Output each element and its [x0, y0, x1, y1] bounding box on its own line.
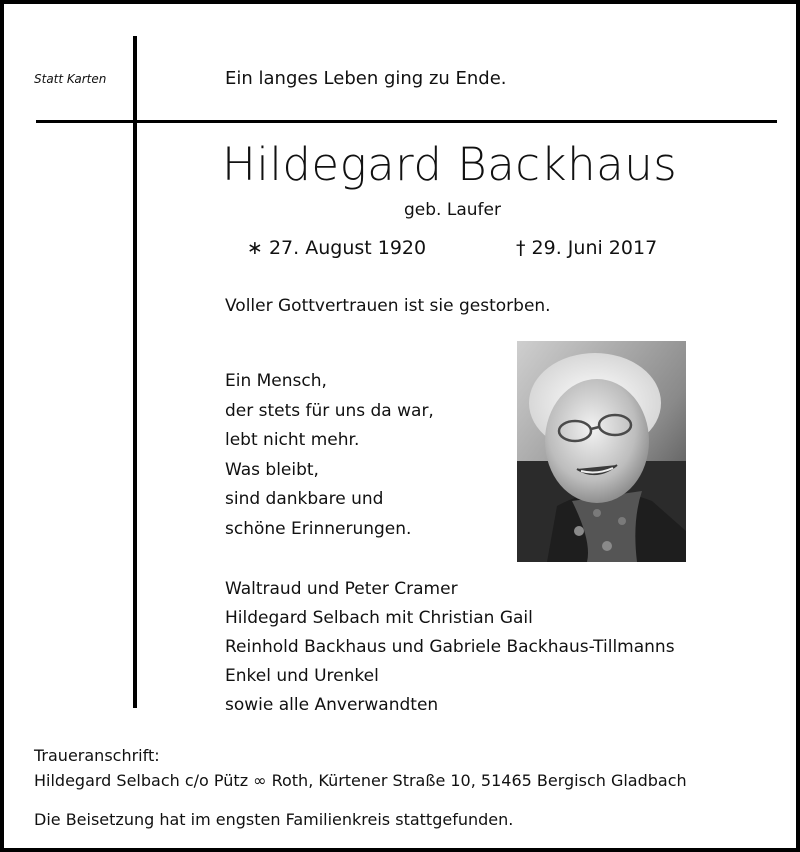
statt-karten-label: Statt Karten	[34, 72, 107, 86]
birth-date-line	[247, 237, 426, 259]
burial-note: Die Beisetzung hat im engsten Familienkreis stattgefunden.	[34, 810, 514, 829]
mourning-address: Hildegard Selbach c/o Pütz ∞ Roth, Kürtener Straße 10, 51465 Bergisch Gladbach	[34, 771, 687, 790]
poem-line: der stets für uns da war,	[225, 400, 434, 421]
poem	[225, 367, 434, 544]
poem-line: sind dankbare und	[225, 489, 384, 509]
birth-date: 27. August 1920	[268, 237, 427, 259]
intro-line: Ein langes Leben ging zu Ende.	[225, 68, 507, 89]
death-cross-icon: †	[516, 237, 526, 259]
mourner-line: Enkel und Urenkel	[225, 666, 379, 686]
poem-line: schöne Erinnerungen.	[225, 518, 412, 539]
address-label: Traueranschrift:	[34, 746, 160, 765]
portrait-photo	[517, 341, 686, 562]
poem-line: Was bleibt,	[225, 459, 319, 480]
birth-star-icon: ∗	[247, 237, 263, 259]
cross-vertical-bar	[133, 36, 137, 708]
faith-quote: Voller Gottvertrauen ist sie gestorben.	[225, 296, 551, 316]
poem-line: lebt nicht mehr.	[225, 430, 360, 450]
mourner-line: Waltraud und Peter Cramer	[225, 579, 458, 599]
mourner-line: Reinhold Backhaus und Gabriele Backhaus-Tillmanns	[225, 637, 675, 657]
portrait-icon	[517, 341, 686, 562]
death-date: 29. Juni 2017	[531, 237, 658, 259]
deceased-name: Hildegard Backhaus	[222, 138, 678, 191]
maiden-name: geb. Laufer	[404, 200, 501, 220]
mourners-list	[225, 575, 675, 720]
mourner-line: Hildegard Selbach mit Christian Gail	[225, 608, 533, 628]
death-date-line	[516, 237, 657, 259]
cross-horizontal-bar	[36, 120, 777, 123]
poem-line: Ein Mensch,	[225, 371, 327, 391]
mourner-line: sowie alle Anverwandten	[225, 695, 439, 715]
